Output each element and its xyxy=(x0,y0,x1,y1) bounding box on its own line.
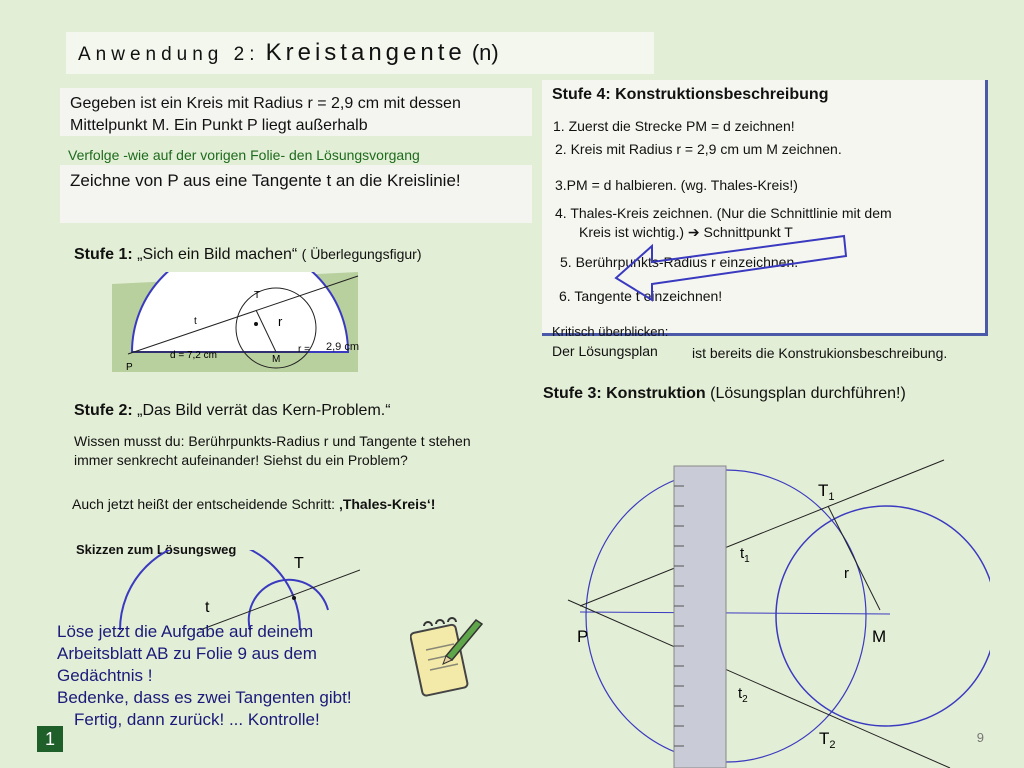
task-box xyxy=(60,165,532,223)
title-part-2: Kreistangente xyxy=(265,39,466,66)
stage-1-heading xyxy=(74,245,422,264)
instruction-line-1: Löse jetzt die Aufgabe auf deinem xyxy=(57,622,314,641)
radius-r xyxy=(828,506,880,610)
sketch-T-label: T xyxy=(294,555,304,572)
title-part-3: (n) xyxy=(471,40,499,65)
step-4b: Kreis ist wichtig.) ➔ Schnittpunkt T xyxy=(579,224,793,240)
sketches-label: Skizzen zum Lösungsweg xyxy=(76,542,237,557)
arrow-icon xyxy=(612,232,852,304)
stage-2-label: Stufe 2: xyxy=(74,402,133,419)
follow-text: Verfolge -wie auf der vorigen Folie- den Lösungsvorgang xyxy=(68,147,420,163)
instruction-block xyxy=(57,621,352,731)
fig1-T-label: T xyxy=(254,290,261,301)
instruction-line-3: Gedächtnis ! xyxy=(57,666,153,685)
label-M: M xyxy=(872,627,887,646)
fig1-t-label: t xyxy=(194,316,197,327)
radius-value: 2,9 cm xyxy=(326,341,360,353)
instruction-line-4: Bedenke, dass es zwei Tangenten gibt! xyxy=(57,688,352,707)
step-2: 2. Kreis mit Radius r = 2,9 cm um M zeichnen. xyxy=(555,141,842,157)
stage-2-heading xyxy=(74,402,391,420)
given-text: Gegeben ist ein Kreis mit Radius r = 2,9 cm mit dessen Mittelpunkt M. Ein Punkt P liegt außerhalb xyxy=(70,95,461,134)
tangent-t1 xyxy=(580,460,944,606)
fig1-d-label: d = 7,2 cm xyxy=(170,350,217,361)
step-4a: 4. Thales-Kreis zeichnen. (Nur die Schnittlinie mit dem xyxy=(555,205,892,221)
sketch-figure-1 xyxy=(108,272,378,382)
fig1-M-label: M xyxy=(272,354,281,365)
fig1-r-label: r xyxy=(278,314,283,329)
stage-2-text: „Das Bild verrät das Kern-Problem.“ xyxy=(137,402,391,419)
stage-4-heading: Stufe 4: Konstruktionsbeschreibung xyxy=(552,86,829,103)
stage-1-text: „Sich ein Bild machen“ xyxy=(137,246,298,263)
plan-text-1: Der Lösungsplan xyxy=(552,343,658,359)
notepad-pencil-icon xyxy=(410,610,486,702)
step-3: 3.PM = d halbieren. (wg. Thales-Kreis!) xyxy=(555,177,798,193)
label-r: r xyxy=(844,565,849,582)
construction-drawing xyxy=(560,440,990,768)
stage-3-label: Stufe 3: Konstruktion xyxy=(543,385,706,402)
task-text: Zeichne von P aus eine Tangente t an die Kreislinie! xyxy=(70,171,461,190)
given-box xyxy=(60,88,532,136)
ruler xyxy=(674,466,726,768)
critical-label: Kritisch überblicken: xyxy=(552,324,669,339)
page-number: 9 xyxy=(976,730,984,745)
stage-1-label: Stufe 1: xyxy=(74,246,133,263)
step-1: 1. Zuerst die Strecke PM = d zeichnen! xyxy=(553,118,795,134)
stage-1-paren: ( Überlegungsfigur) xyxy=(301,246,422,262)
segment-pm xyxy=(580,612,890,614)
title-part-1: Anwendung 2: xyxy=(78,44,260,65)
step-5: 5. Berührpunkts-Radius r einzeichnen. xyxy=(560,254,799,270)
label-t1: $t_1$ xyxy=(740,545,750,565)
knowledge-text: Wissen musst du: Berührpunkts-Radius r und Tangente t stehen immer senkrecht aufeinander! Siehst du ein Problem? xyxy=(74,433,471,468)
thales-semicircle xyxy=(132,272,348,352)
label-t2: $t_2$ xyxy=(738,685,748,705)
label-T2: $T_2$ xyxy=(819,729,836,751)
thales-hint xyxy=(72,495,435,514)
sketch-dot xyxy=(292,596,296,600)
thales-prefix: Auch jetzt heißt der entscheidende Schritt: xyxy=(72,496,336,512)
stage-3-rest: (Lösungsplan durchführen!) xyxy=(710,385,906,402)
stage-3-heading xyxy=(543,385,906,403)
tangent-t2 xyxy=(568,600,950,768)
step-6: 6. Tangente t einzeichnen! xyxy=(559,288,723,304)
instruction-line-5: Fertig, dann zurück! ... Kontrolle! xyxy=(74,710,320,729)
fig1-P-label: P xyxy=(126,362,133,373)
thales-emphasis: ‚Thales-Kreis‘! xyxy=(338,496,436,512)
return-button[interactable]: 1 xyxy=(37,726,63,752)
instruction-line-2: Arbeitsblatt AB zu Folie 9 aus dem xyxy=(57,644,317,663)
label-P: P xyxy=(577,627,589,646)
center-dot xyxy=(254,322,258,326)
sketch-t-label: t xyxy=(205,599,210,616)
label-T1: $T_1$ xyxy=(818,481,835,503)
plan-text-2: ist bereits die Konstrukionsbeschreibung. xyxy=(692,345,948,361)
fig1-r-eq-label: r = xyxy=(298,344,310,355)
main-circle xyxy=(776,506,990,726)
sketch-figure-2 xyxy=(100,550,360,630)
sketch-thales-arc xyxy=(120,550,300,630)
page-title xyxy=(66,32,654,74)
